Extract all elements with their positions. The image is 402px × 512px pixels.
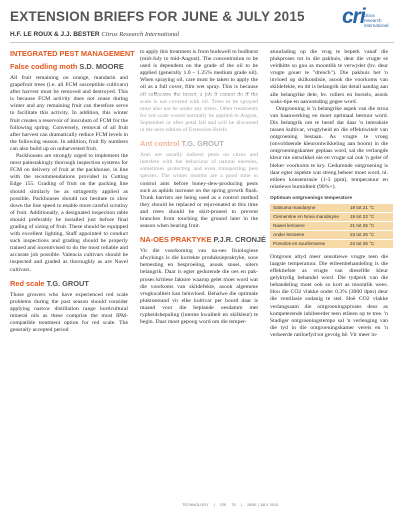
table-cell-temp: 24 tot 25 °C: [347, 239, 393, 248]
table-row: [270, 204, 393, 213]
section-heading-red-scale: [10, 279, 128, 288]
fcm-title: False codling moth: [10, 62, 80, 71]
degreening-table: [270, 204, 393, 249]
cri-logo: [342, 5, 400, 35]
table-row: [270, 212, 393, 221]
page-title: EXTENSION BRIEFS FOR JUNE & JULY 2015: [10, 9, 305, 24]
logo-mark: cri: [342, 5, 365, 28]
header-divider: [10, 42, 394, 43]
red-scale-paragraph-2: to apply this treatment is from budswell to budburst (mid-July to mid-August). The concentration to be used is dependent on the grade of the oil to be applied (generally 1.0 – 1.25% medium grade oil). When spraying oil, care must be taken to apply the oil as a full cover, film wet spray. This is because: [140, 49, 258, 91]
column-2: [140, 49, 266, 326]
table-cell-cultivar: Pomelos en suurlemoene: [270, 239, 347, 248]
fcm-paragraph-1: All fruit remaining on orange, mandarin and grapefruit trees (i.e. all FCM susceptible cultivars) after harvest must be removed and destroyed. This is because FCM activity does not cease during winter and any remaining fruit can therefore serve to facilitate this activity. In addition, this winter fruit creates a reservoir of inoculum of FCM for the following spring. Conversely, removal of all fruit after harvest can dramatically reduce FCM levels in the following season. In addition, fruit fly numbers can also build up on unharvested fruit.: [10, 75, 128, 152]
footer-issue: JUNE | JULY 2015: [246, 503, 279, 507]
red-scale-title: Red scale: [10, 278, 47, 288]
table-cell-cultivar: Nawel lemoene: [270, 221, 347, 230]
authors-affiliation: Citrus Research International: [101, 31, 180, 38]
footer-section: TECHNOLOGY: [182, 503, 209, 507]
section-heading-na-oes: [140, 235, 266, 245]
table-row: [270, 221, 393, 230]
footer-separator: |: [213, 503, 215, 507]
na-oes-title: NA-OES PRAKTYKE: [140, 235, 214, 245]
column-3: [270, 49, 388, 339]
logo-line-2: research: [364, 18, 382, 23]
col3-paragraph-1: atuurlading op die vrug te beperk vanaf die plukproses tot in die pakhuis, deur die vrugte se veldhitte so gou as moontlik te verwyder (bv. deur vrugte gouer te "drench"). Die pakhuis het 'n invloed op skilkondisie, asook die voorkoms van skildefekte, en dit is belangrik dat detail aandag aan alle belangrike dele, bv. rollers en borsels, asook waks-tipe en aanwending gegee word.: [270, 49, 388, 105]
authors-line: [10, 31, 340, 38]
col3-paragraph-2: Ontgroening is 'n belangrike aspek van die stroa van baanwerking en moet optimaal bestuur word. Dis belangrik om te besef dat daar 'n interaksie tussen kultivar, vrugtyheid en die effektiwiteit van ontgroening bestaan. As vrugte te vroeg (onvoldoende kleurontwikkeling aan boom) in die ontgroeningskamer geplaas word, sal die verlangde kleur nie ontwikkel nie en vrugte sal ook 'n geler of bleker voorkoms te kry. Gedurende ontgroening is daar egter aspekte wat streng beheer moet word, nl. etileen konsentrasie (1-3 ppm), temperatuur en relatiewe humiditeit (90%+).: [270, 105, 388, 190]
page-footer: [180, 503, 400, 507]
degreening-table-title: Optimum ontgroenings temperature: [270, 195, 353, 201]
table-cell-temp: 18 tot 21 °C: [347, 204, 393, 213]
table-cell-cultivar: Satsuma mandaryne: [270, 204, 347, 213]
table-row: [270, 239, 393, 248]
section-heading-fcm: [10, 62, 128, 71]
column-1: [10, 49, 135, 334]
fcm-author: S.D. MOORE: [79, 62, 124, 71]
footer-separator: |: [240, 503, 242, 507]
red-scale-paragraph-1: Those growers who have experienced red scale problems during the past season should consider applying narrow distillation range horticultural mineral oils as these comprise the most IPM-compatible treatment option for red scale. The generally accepted period: [10, 291, 128, 334]
table-cell-cultivar: Ander lemoene: [270, 230, 347, 239]
red-scale-author: T.G. GROUT: [46, 278, 89, 288]
faded-image-overlay: [138, 94, 263, 180]
authors-names: H.F. LE ROUX & J.J. BESTER: [10, 31, 100, 38]
table-cell-cultivar: Clementine en Nova mandaryne: [270, 212, 347, 221]
page-number: 75: [231, 503, 236, 507]
na-oes-author: P.J.R. CRONJÉ: [213, 235, 266, 245]
footer-brand: CRI: [219, 503, 227, 507]
logo-text: [364, 13, 389, 28]
logo-line-1: citrus: [364, 13, 375, 18]
table-cell-temp: 23 tot 25 °C: [347, 230, 393, 239]
table-row: [270, 230, 393, 239]
na-oes-paragraph: Vir die voorkoming van na-oes fisiologiese afwykings is die korrekte produksiepraktyke, soos bemesting en besproeiing, asook snoei, uiters belangrik. Daar is egter gedurende die oes en pak-proses kritiese faktore waarop gelet moet word wat die voorkoms van skildefekte, asook algemene vrugkwaliteit kan beïnvloed. Behalwe die optimale pluktoestand vir elke kultivar per boord daar is maand voor die beplande oesdatum met rypheidsbepaling (interne kwaliteit en skilkleur) te begin. Daar moet gepoog word om die temper-: [140, 248, 258, 326]
fcm-paragraph-2: Packhouses are strongly urged to implement the most painstakingly thorough inspection systems for FCM on delivery of fruit at the packhouse, in line with the recommendations provided in Cutting Edge 155. Grading of fruit on the packing line should similarly be as stringently applied as possible. Packhouses should not hesitate to slow down the line speed to enable more careful scrutiny of fruit. Additionally, a designated inspection table should preferably be installed just before final grading of sizing of fruit. These should be equipped with excellent lighting. Staff appointed to conduct such inspections and grading should be properly trained and incentivised to do the most reliable and accurate job possible. Valencia cultivars should be inspected and graded as thoroughly as are Navel cultivars.: [10, 153, 128, 273]
logo-line-3: international: [364, 23, 389, 28]
section-heading-ipm: INTEGRATED PEST MANAGEMENT: [10, 49, 135, 58]
col3-paragraph-3: Ontgroen altyd meer sensitiewe vrugte teen die laagste temperatuur. Die etileenbehandeling is die effektiefste as vrugte van dieselfde kleur gelyktydig behandel word. Die tydperk van die behandeling moet ook so kort as moontlik wees. Hou die CO2 vlakke onder 0.3% (3000 dpm) deur die ventilasie sodanig te stel. Hoë CO2 vlakke verlangsaam die ontgroeningsproses deur as kompeterende inhibeerder teen etileen op te tree. 'n Stadiger ontgroeningstempo sal 'n verlenging van die tyd in die ontgroeningskamer vereis en 'n verkeerde ratiloefyd tot gevolg hê. Vir meer in-: [270, 253, 388, 338]
table-cell-temp: 19 tot 22 °C: [347, 212, 393, 221]
ant-control-paragraph: control ants before honey-dew-producing pests such as aphids increase on the spring growth flush. Trunk barriers are being used as a control method they should be replaced or rejuvenated at this time and trees should be skirt-pruned to prevent branches from touching the ground later in the season when bearing fruit.: [140, 180, 258, 230]
table-cell-temp: 21 tot 25 °C: [347, 221, 393, 230]
